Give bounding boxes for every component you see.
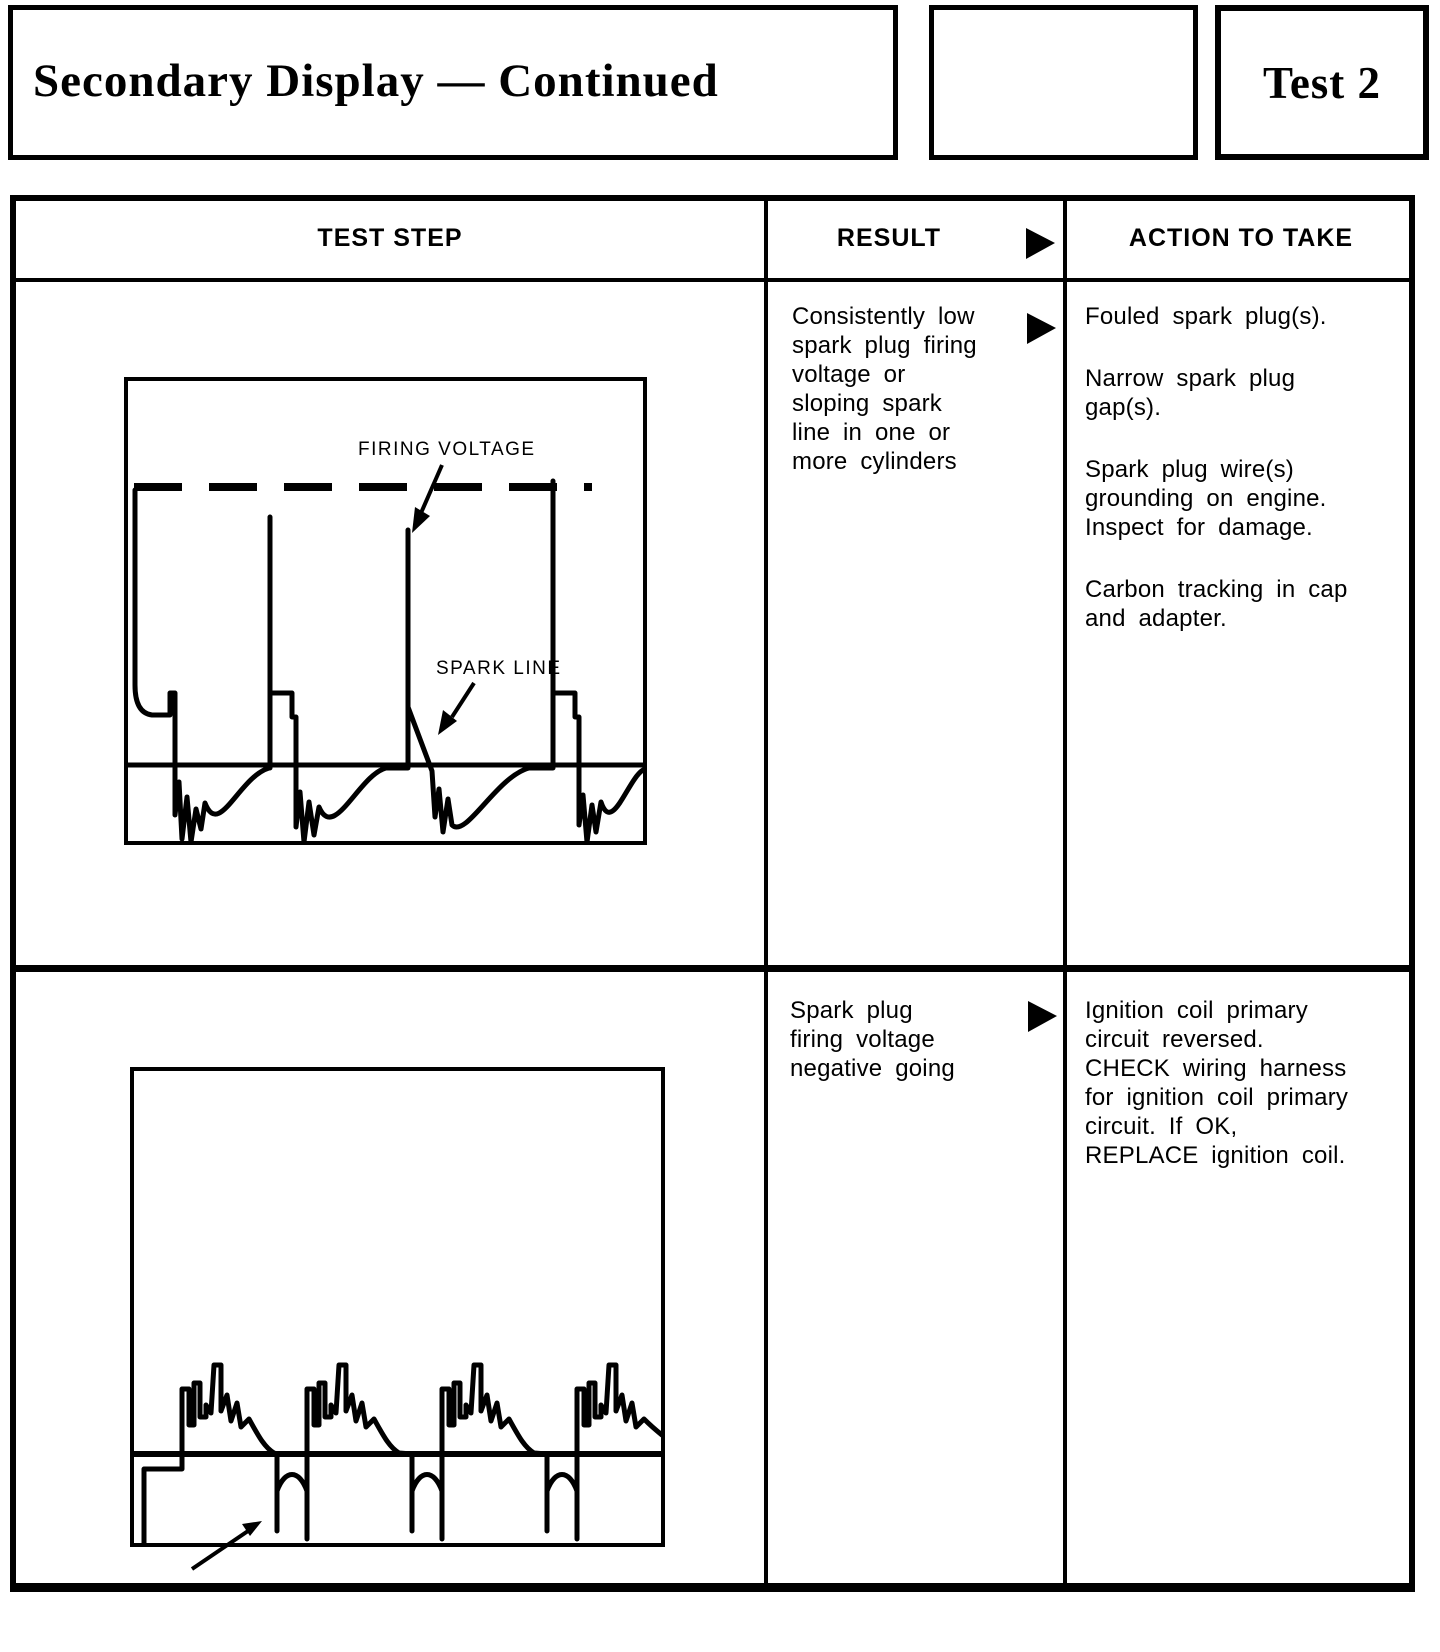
result-line: line in one or [792,419,951,446]
header-divider [16,278,1409,282]
spark-line-callout-line [452,683,474,717]
action-line: for ignition coil primary [1085,1084,1349,1111]
test-number-label: Test 2 [1262,58,1382,108]
action-line: gap(s). [1085,394,1162,421]
action-line: circuit. If OK, [1085,1113,1238,1140]
action-line: Fouled spark plug(s). [1085,303,1327,330]
result-arrow-icon-row2 [1028,1001,1057,1032]
column-header-result: RESULT [836,224,942,252]
title-box [8,5,898,160]
negative-spike-callout-line [192,1531,248,1569]
action-line: and adapter. [1085,605,1227,632]
result-line: more cylinders [792,448,957,475]
result-line: Spark plug [790,997,913,1024]
firing-voltage-label: FIRING VOLTAGE [358,439,536,460]
action-line: circuit reversed. [1085,1026,1264,1053]
action-line: CHECK wiring harness [1085,1055,1347,1082]
action-line: Ignition coil primary [1085,997,1308,1024]
result-text-row2 [790,996,1025,1083]
result-arrow-icon-row1 [1027,313,1056,344]
action-paragraph [1085,302,1420,331]
action-paragraph [1085,364,1420,422]
action-text-row2 [1085,996,1425,1203]
firing-voltage-arrow-icon [412,507,430,533]
waveform-trace [135,481,643,842]
action-line: REPLACE ignition coil. [1085,1142,1346,1169]
waveform-diagram-low-firing-voltage [124,377,647,845]
result-line: voltage or [792,361,906,388]
spark-line-label: SPARK LINE [436,658,562,679]
diagnostic-table [10,195,1415,1592]
column-header-test-step: TEST STEP [317,224,463,252]
blank-header-box [929,5,1198,160]
result-line: firing voltage [790,1026,935,1053]
action-paragraph [1085,455,1420,542]
action-line: Spark plug wire(s) [1085,456,1294,483]
scope-frame [132,1069,663,1545]
action-line: Inspect for damage. [1085,514,1313,541]
result-line: spark plug firing [792,332,977,359]
action-paragraph [1085,996,1425,1170]
page-title: Secondary Display — Continued [33,55,719,107]
action-line: grounding on engine. [1085,485,1327,512]
column-header-action: ACTION TO TAKE [1128,224,1354,252]
action-line: Narrow spark plug [1085,365,1296,392]
action-paragraph [1085,575,1420,633]
result-line: negative going [790,1055,955,1082]
test-number-box [1215,5,1429,160]
result-header-arrow-icon [1026,228,1055,259]
result-line: Consistently low [792,303,975,330]
column-divider-2 [1063,201,1067,1583]
result-text-row1 [792,302,1027,476]
column-divider-1 [764,201,768,1583]
result-line: sloping spark [792,390,943,417]
action-line: Carbon tracking in cap [1085,576,1348,603]
action-text-row1 [1085,302,1420,666]
row-divider [16,965,1409,972]
waveform-diagram-negative-going [130,1067,665,1582]
